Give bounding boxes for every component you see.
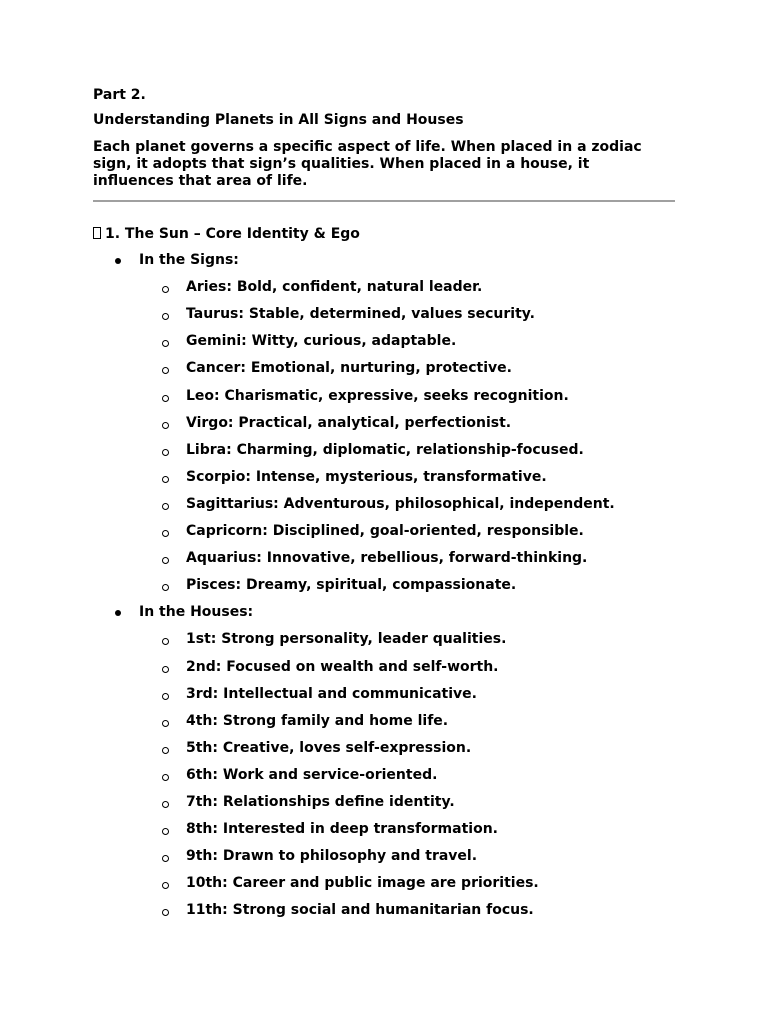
section-heading [93,226,360,243]
list-item: Virgo: Practical, analytical, perfectionist. [186,414,512,431]
sub-bullet-icon [162,367,169,374]
list-item: 4th: Strong family and home life. [186,712,449,729]
list-item: Taurus: Stable, determined, values security. [186,306,535,323]
list-item: Aquarius: Innovative, rebellious, forward-thinking. [186,550,588,567]
sub-bullet-icon [162,801,169,808]
sub-bullet-icon [162,313,169,320]
sub-bullet-icon [162,693,169,700]
section-heading-text: 1. The Sun – Core Identity & Ego [105,226,360,242]
list-item: 10th: Career and public image are priorities. [186,875,539,892]
sub-bullet-icon [162,855,169,862]
sub-bullet-icon [162,720,169,727]
list-item: Scorpio: Intense, mysterious, transformative. [186,468,547,485]
horizontal-divider [93,200,675,202]
sub-bullet-icon [162,882,169,889]
sub-bullet-icon [162,476,169,483]
sub-bullet-icon [162,449,169,456]
sub-bullet-icon [162,747,169,754]
list-item: 1st: Strong personality, leader qualities. [186,631,507,648]
sun-icon [93,227,101,239]
document-title: Understanding Planets in All Signs and Houses [93,112,464,128]
list-item: Cancer: Emotional, nurturing, protective. [186,360,512,377]
list-item: Aries: Bold, confident, natural leader. [186,279,483,296]
list-item: 2nd: Focused on wealth and self-worth. [186,658,499,675]
sub-bullet-icon [162,584,169,591]
signs-label: In the Signs: [139,252,239,268]
intro-paragraph: Each planet governs a specific aspect of life. When placed in a zodiac sign, it adopts that sign’s qualities. When placed in a house, it influences that area of life. [93,139,642,189]
sub-bullet-icon [162,340,169,347]
sub-bullet-icon [162,774,169,781]
houses-label: In the Houses: [139,604,254,621]
sub-bullet-icon [162,422,169,429]
part-label: Part 2. [93,87,146,103]
list-item: Libra: Charming, diplomatic, relationship-focused. [186,441,584,458]
list-item: Pisces: Dreamy, spiritual, compassionate. [186,577,517,594]
sub-bullet-icon [162,828,169,835]
list-item: 9th: Drawn to philosophy and travel. [186,848,478,865]
sub-bullet-icon [162,666,169,673]
sub-bullet-icon [162,638,169,645]
sub-bullet-icon [162,503,169,510]
list-item: 6th: Work and service-oriented. [186,766,438,783]
list-item: 7th: Relationships define identity. [186,794,455,810]
sub-bullet-icon [162,557,169,564]
list-item: 11th: Strong social and humanitarian focus. [186,902,534,919]
signs-label-bullet [115,258,121,264]
sub-bullet-icon [162,395,169,402]
list-item: 3rd: Intellectual and communicative. [186,685,477,702]
list-item: Capricorn: Disciplined, goal-oriented, responsible. [186,523,584,539]
list-item: 8th: Interested in deep transformation. [186,821,498,838]
sub-bullet-icon [162,530,169,537]
sub-bullet-icon [162,909,169,916]
list-item: 5th: Creative, loves self-expression. [186,739,472,756]
sub-bullet-icon [162,286,169,293]
list-item: Sagittarius: Adventurous, philosophical, independent. [186,495,615,512]
list-item: Leo: Charismatic, expressive, seeks recognition. [186,387,569,404]
houses-label-bullet [115,610,121,616]
list-item: Gemini: Witty, curious, adaptable. [186,333,457,350]
